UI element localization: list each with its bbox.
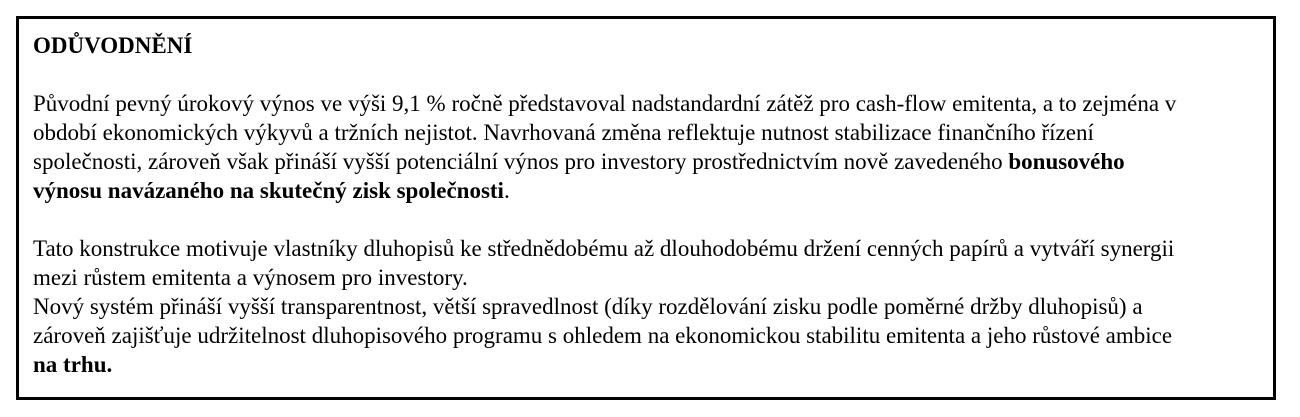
text-run: . [503, 178, 510, 203]
bold-text-run: bonusového [1008, 149, 1125, 174]
text-line [33, 350, 1259, 379]
text-line [33, 147, 1259, 176]
text-run: mezi růstem emitenta a výnosem pro investory. [33, 265, 468, 290]
bold-text-run: na trhu. [33, 352, 113, 377]
text-run: Tato konstrukce motivuje vlastníky dluhopisů ke střednědobému až dlouhodobému držení cenných papírů a vytváří synergii [33, 236, 1175, 261]
text-run: Nový systém přináší vyšší transparentnost, větší spravedlnost (díky rozdělování zisku podle poměrné držby dluhopisů) a [33, 294, 1143, 319]
text-line [33, 263, 1259, 292]
section-body [33, 89, 1259, 379]
text-line [33, 321, 1259, 350]
text-run: Původní pevný úrokový výnos ve výši 9,1 % ročně představoval nadstandardní zátěž pro cash-flow emitenta, a to zejména v [33, 91, 1177, 116]
text-run: zároveň zajišťuje udržitelnost dluhopisového programu s ohledem na ekonomickou stabilitu emitenta a jeho růstové ambice [33, 323, 1173, 348]
text-run: období ekonomických výkyvů a tržních nejistot. Navrhovaná změna reflektuje nutnost stabilizace finančního řízení [33, 120, 1094, 145]
text-run: společnosti, zároveň však přináší vyšší potenciální výnos pro investory prostřednictvím nově zavedeného [33, 149, 1009, 174]
text-line [33, 234, 1259, 263]
text-line [33, 292, 1259, 321]
section-title: ODŮVODNĚNÍ [33, 33, 193, 58]
text-line [33, 118, 1259, 147]
text-line [33, 89, 1259, 118]
text-line [33, 176, 1259, 205]
justification-paragraph-1 [33, 89, 1259, 205]
justification-paragraph-2 [33, 234, 1259, 379]
justification-section-box [16, 16, 1276, 400]
bold-text-run: výnosu navázaného na skutečný zisk společnosti [33, 178, 504, 203]
